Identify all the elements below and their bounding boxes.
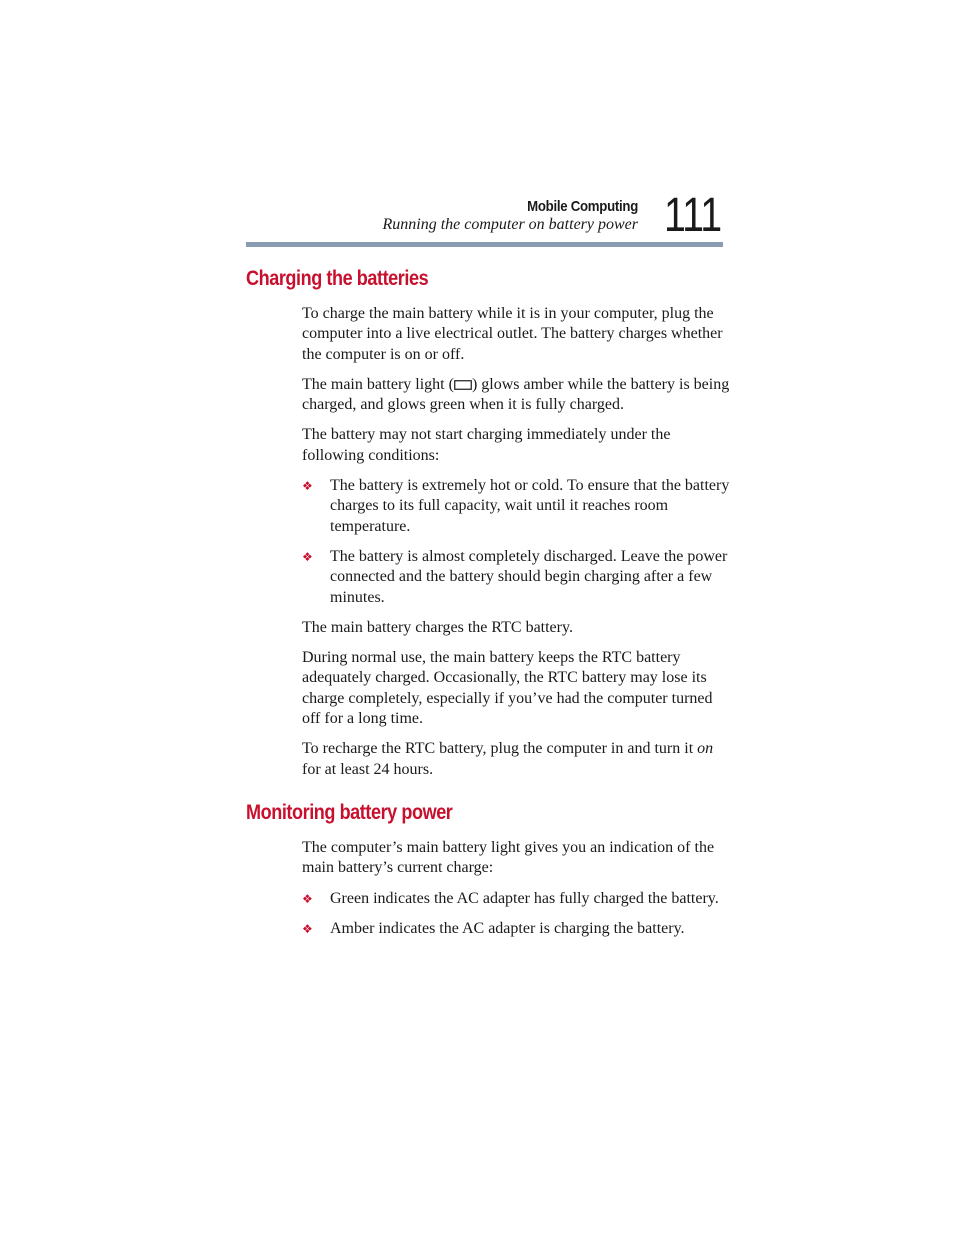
paragraph-text: ) glows amber while the battery is being charged, and glows green when it is fully charged. (302, 375, 730, 414)
diamond-bullet-icon: ❖ (302, 921, 313, 936)
chapter-title: Mobile Computing (527, 198, 638, 215)
heading-monitoring-battery-power: Monitoring battery power (246, 801, 453, 824)
paragraph: The battery may not start charging immediately under the following conditions: (302, 426, 671, 464)
paragraph-recharge-rtc (302, 739, 732, 780)
page-number: 111 (664, 189, 722, 242)
section-subtitle: Running the computer on battery power (382, 216, 638, 233)
paragraph-text: for at least 24 hours. (302, 760, 434, 778)
list-item (302, 889, 732, 909)
charging-section-body (302, 304, 732, 790)
paragraph: The computer’s main battery light gives you an indication of the main battery’s current charge: (302, 839, 715, 877)
paragraph: During normal use, the main battery keeps the RTC battery adequately charged. Occasionally, the RTC battery may lose its charge completely, especially if you’ve had the computer turned off for a long time. (302, 649, 713, 728)
paragraph-text: The main battery light ( (302, 375, 454, 393)
list-item-text: Amber indicates the AC adapter is charging the battery. (330, 919, 685, 937)
monitoring-section-body (302, 838, 732, 949)
header-rule (246, 242, 723, 247)
paragraph: The main battery charges the RTC battery. (302, 618, 573, 636)
conditions-list (302, 476, 732, 608)
paragraph: To charge the main battery while it is in your computer, plug the computer into a live electrical outlet. The battery charges whether the computer is on or off. (302, 305, 723, 363)
paragraph-text: To recharge the RTC battery, plug the computer in and turn it (302, 740, 698, 758)
diamond-bullet-icon: ❖ (302, 549, 313, 564)
battery-icon (454, 380, 472, 390)
heading-charging-batteries: Charging the batteries (246, 267, 429, 290)
emphasis-text: on (697, 740, 714, 758)
list-item (302, 476, 732, 537)
list-item-text: Green indicates the AC adapter has fully charged the battery. (330, 889, 719, 907)
list-item-text: The battery is almost completely discharged. Leave the power connected and the battery should begin charging after a few minutes. (330, 547, 728, 606)
diamond-bullet-icon: ❖ (302, 891, 313, 906)
list-item (302, 919, 732, 939)
paragraph-battery-light (302, 375, 732, 416)
list-item (302, 547, 732, 608)
diamond-bullet-icon: ❖ (302, 479, 313, 494)
list-item-text: The battery is extremely hot or cold. To ensure that the battery charges to its full capacity, wait until it reaches room temperature. (330, 477, 730, 535)
indicator-list (302, 889, 732, 940)
